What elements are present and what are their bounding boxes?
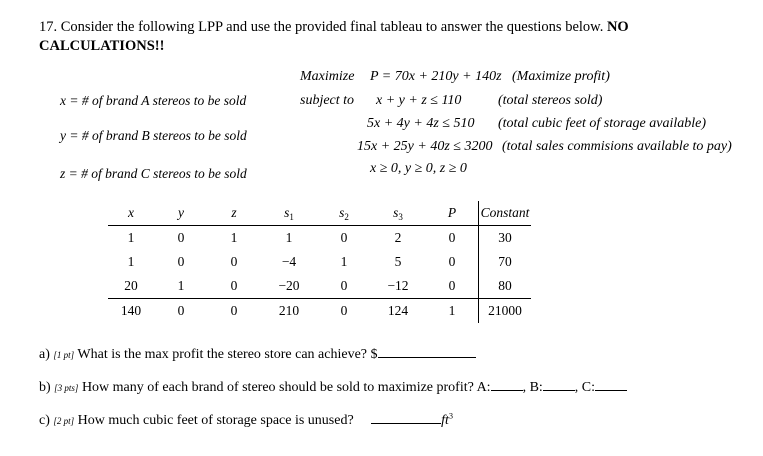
definition-y: y = # of brand B stereos to be sold [60,128,247,143]
cell: 1 [127,254,135,269]
question-b-text: How many of each brand of stereo should be sold to maximize profit? [81,380,474,395]
question-line2-bold: CALCULATIONS!! [39,38,165,54]
nonnegativity: x ≥ 0, y ≥ 0, z ≥ 0 [370,161,467,176]
cell: 5 [394,254,402,269]
final-tableau [108,201,531,323]
question-c-text: How much cubic feet of storage space is unused? [77,413,354,428]
cell: 140 [108,299,154,324]
question-b: b) [3 pts] How many of each brand of stereo should be sold to maximize profit? A: , B: , C: [39,378,627,396]
constraint-3-note: (total sales commisions available to pay) [502,139,732,154]
question-line1: 17. Consider the following LPP and use the provided final tableau to answer the questions below. [39,19,604,35]
cell: 1 [285,230,293,245]
header-y: y [154,201,208,226]
question-c [39,411,453,429]
tableau-header-row [108,201,531,226]
cell: 0 [177,230,185,245]
tableau-row [108,250,531,274]
cell: −12 [387,278,409,293]
cell: 0 [208,299,260,324]
question-c-points: [2 pt] [53,416,75,426]
cell: 1 [230,230,238,245]
answer-c-unit-sup: 3 [448,411,453,421]
cell: 1 [426,299,479,324]
cell: −20 [278,278,300,293]
answer-b-c-blank[interactable] [595,378,627,391]
cell: 0 [230,254,238,269]
answer-b-c-label: C: [581,380,596,395]
cell: 30 [479,226,532,251]
cell: 21000 [479,299,532,324]
cell: 2 [394,230,402,245]
question-a-label: a) [39,347,50,362]
question-title [39,18,629,56]
objective-note: (Maximize profit) [512,69,610,84]
objective-function: P = 70x + 210y + 140z [370,69,502,84]
question-line1-bold: NO [606,19,629,35]
question-c-label: c) [39,413,50,428]
cell: 0 [318,299,370,324]
cell: 0 [448,278,456,293]
tableau-objective-row [108,299,531,324]
constraint-2: 5x + 4y + 4z ≤ 510 [367,116,475,131]
tableau-row [108,226,531,251]
question-b-label: b) [39,380,51,395]
header-z: z [208,201,260,226]
cell: 1 [127,230,135,245]
constraint-2-note: (total cubic feet of storage available) [498,116,707,131]
constraint-1-note: (total stereos sold) [498,93,603,108]
cell: 1 [177,278,185,293]
tableau-row [108,274,531,299]
cell: 20 [124,278,138,293]
answer-b-a-blank[interactable] [491,378,523,391]
constraint-1: x + y + z ≤ 110 [376,93,462,108]
cell: 0 [340,230,348,245]
header-x: x [108,201,154,226]
cell: 0 [177,254,185,269]
answer-b-a-label: A: [476,380,491,395]
cell: 1 [340,254,348,269]
cell: 210 [260,299,318,324]
question-a [39,345,476,363]
subject-to-label: subject to [300,93,355,108]
header-s3: $s_3$ [370,201,426,226]
cell: 70 [479,250,532,274]
maximize-label: Maximize [300,69,355,84]
header-p: P [426,201,479,226]
cell: −4 [281,254,297,269]
cell: 0 [230,278,238,293]
question-a-text: What is the max profit the stereo store can achieve? $ [77,347,378,362]
definition-x: x = # of brand A stereos to be sold [60,93,247,108]
header-constant: Constant [479,201,532,226]
answer-c-blank[interactable] [371,411,441,424]
header-s1: $s_1$ [260,201,318,226]
definition-z: z = # of brand C stereos to be sold [60,166,247,181]
answer-b-b-blank[interactable] [543,378,575,391]
cell: 0 [448,254,456,269]
header-s2: $s_2$ [318,201,370,226]
answer-b-b-label: B: [529,380,543,395]
cell: 0 [340,278,348,293]
question-a-points: [1 pt] [53,350,75,360]
constraint-3: 15x + 25y + 40z ≤ 3200 [357,139,493,154]
question-b-points: [3 pts] [54,383,79,393]
cell: 124 [370,299,426,324]
cell: 0 [448,230,456,245]
answer-c-unit: ft [441,413,449,428]
answer-a-blank[interactable] [378,345,476,358]
cell: 0 [154,299,208,324]
cell: 80 [479,274,532,299]
